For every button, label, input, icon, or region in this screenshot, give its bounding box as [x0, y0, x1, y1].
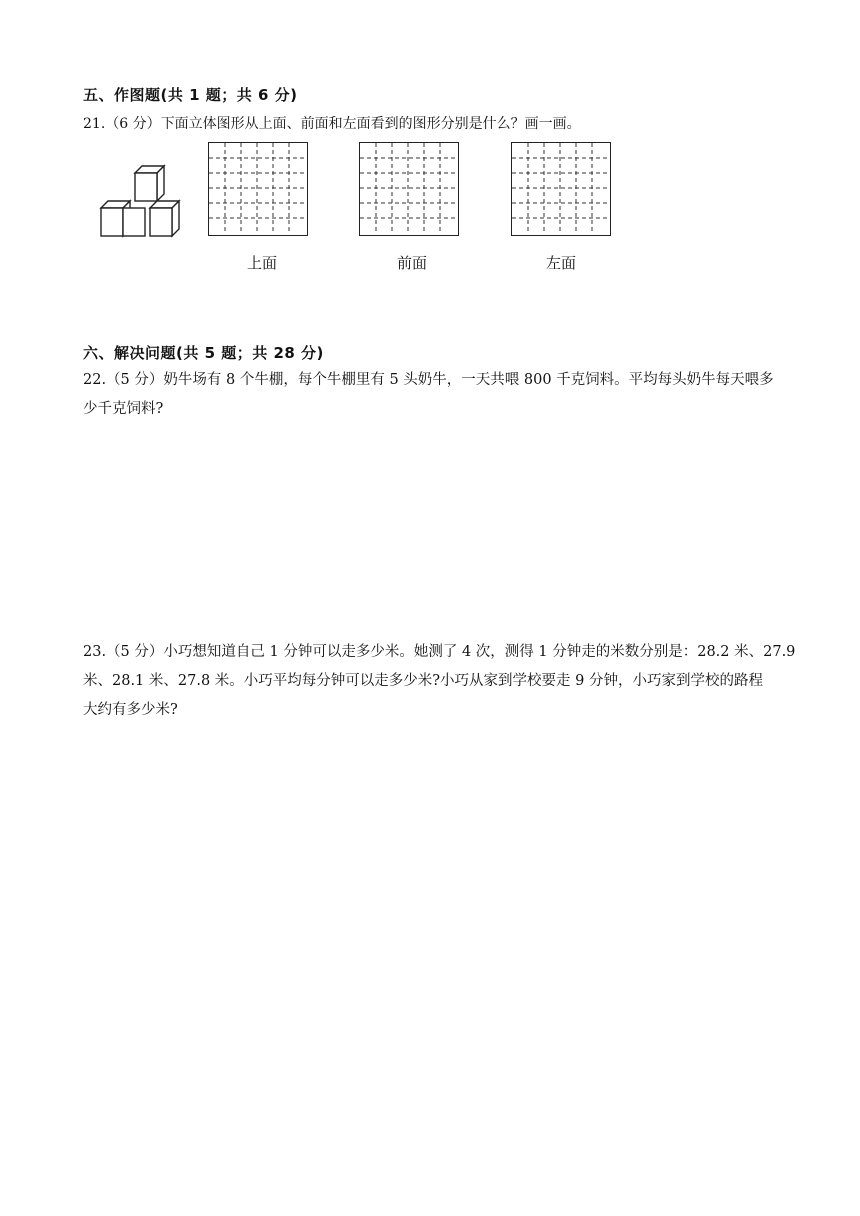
question-22 — [83, 366, 813, 424]
caption-left-view: 左面 — [545, 254, 576, 272]
caption-top-view: 上面 — [246, 254, 277, 272]
question-23-line-2: 米、28.1 米、27.8 米。小巧平均每分钟可以走多少米?小巧从家到学校要走 9 分钟，小巧家到学校的路程 — [83, 673, 764, 689]
question-22-line-2: 少千克饲料? — [83, 401, 164, 417]
question-23 — [83, 638, 813, 725]
question-23-line-3: 大约有多少米? — [83, 702, 178, 718]
question-23-line-1: 23.（5 分）小巧想知道自己 1 分钟可以走多少米。她测了 4 次，测得 1 分钟走的米数分别是：28.2 米、27.9 — [83, 644, 796, 660]
question-21-text: 21.（6 分）下面立体图形从上面、前面和左面看到的图形分别是什么？画一画。 — [83, 116, 581, 132]
top-view-grid[interactable] — [208, 142, 308, 236]
question-22-line-1: 22.（5 分）奶牛场有 8 个牛棚，每个牛棚里有 5 头奶牛，一天共喂 800 千克饲料。平均每头奶牛每天喂多 — [83, 372, 774, 388]
cube-stack-figure — [97, 160, 187, 265]
section-six-title: 六、解决问题(共 5 题；共 28 分) — [83, 344, 324, 362]
front-view-grid[interactable] — [359, 142, 459, 236]
left-view-grid[interactable] — [511, 142, 611, 236]
question-21-figure — [97, 138, 617, 278]
section-five-title: 五、作图题(共 1 题；共 6 分) — [83, 86, 298, 104]
caption-front-view: 前面 — [396, 254, 427, 272]
